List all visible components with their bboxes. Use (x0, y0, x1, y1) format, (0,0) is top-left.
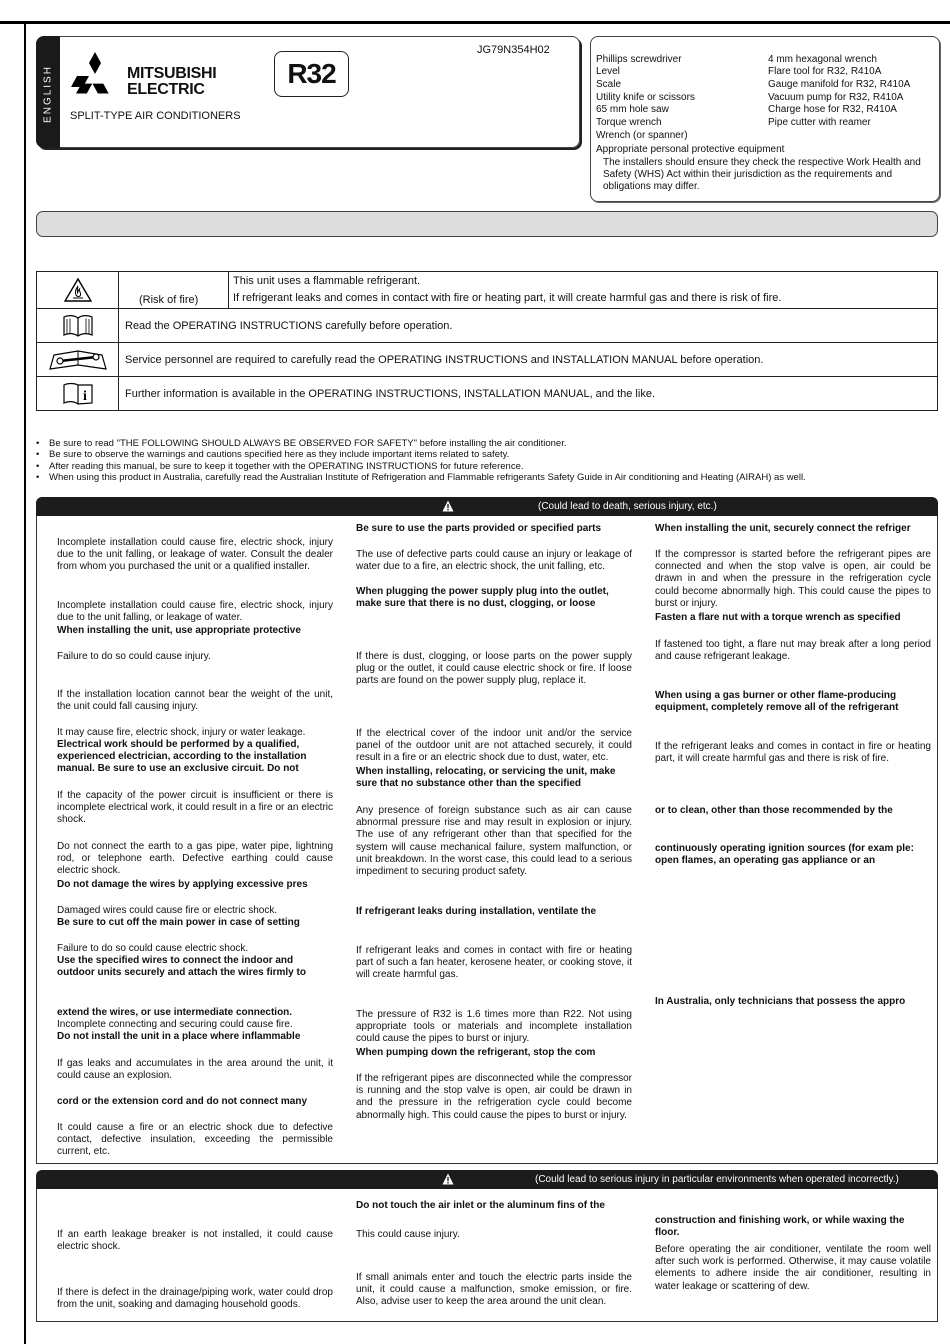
tool-item: Level (596, 66, 620, 77)
whs-note: The installers should ensure they check the respective Work Health and Safety (WHS) Act within their jurisdiction as the requirements and obligations may differ. (603, 157, 921, 192)
list-item: • Be sure to observe the warnings and cautions specified here as they include important items related to safety. (36, 449, 941, 460)
symbol-description: Read the OPERATING INSTRUCTIONS carefully before operation. (119, 309, 938, 343)
warning-text: If fastened too tight, a flare nut may break after a long period and cause refrigerant leakage. (655, 639, 931, 663)
product-subtitle: SPLIT-TYPE AIR CONDITIONERS (70, 110, 241, 122)
tool-item: Scale (596, 79, 622, 90)
warning-text: If gas leaks and accumulates in the area around the unit, it could cause an explosion. (57, 1058, 333, 1082)
three-diamonds-logo-icon (70, 52, 120, 98)
flammable-warning-icon (64, 278, 92, 302)
warning-heading: Be sure to use the parts provided or specified parts (356, 523, 602, 534)
caution-header-bar (36, 1170, 938, 1189)
warning-heading: In Australia, only technicians that possess the appro (655, 996, 906, 1007)
language-tab (36, 36, 60, 148)
warning-text: If the refrigerant pipes are disconnected while the compressor is running and the stop valve is open, air could be drawn in and the pressure in the refrigeration cycle could become abnormally high. This could cause the pipes to burst or injury. (356, 1073, 632, 1121)
caution-caption: (Could lead to serious injury in particular environments when operated incorrectly.) (535, 1174, 899, 1185)
warning-heading: Do not damage the wires by applying excessive pres (57, 879, 308, 890)
warning-heading: Be sure to cut off the main power in case of setting (57, 917, 300, 928)
warning-heading: cord or the extension cord and do not connect many (57, 1096, 308, 1107)
warning-text: If the electrical cover of the indoor unit and/or the service panel of the outdoor unit are not attached securely, it could result in a fire or an electric shock due to dust, water, etc. (356, 728, 632, 764)
caution-heading: construction and finishing work, or while waxing the floor. (655, 1215, 905, 1239)
warning-heading: When using a gas burner or other flame-producing equipment, completely remove all of the refrigerant (655, 690, 899, 714)
symbol-description: Further information is available in the OPERATING INSTRUCTIONS, INSTALLATION MANUAL, and the like. (119, 377, 938, 411)
warning-text: If the capacity of the power circuit is insufficient or there is incomplete electrical work, it could result in a fire or an electric shock. (57, 790, 333, 826)
symbol-row-fire (37, 272, 938, 309)
page-left-rule (24, 21, 26, 1344)
warning-text: Do not connect the earth to a gas pipe, water pipe, lightning rod, or telephone earth. Defective earthing could cause electric shock. (57, 841, 333, 877)
document-number: JG79N354H02 (477, 44, 550, 56)
warning-heading: When plugging the power supply plug into the outlet, make sure that there is no dust, clogging, or loose (356, 586, 609, 610)
warning-text: Incomplete installation could cause fire, electric shock, injury due to the unit falling, or leakage of water. (57, 600, 333, 624)
svg-text:i: i (82, 388, 87, 404)
symbol-row-service (37, 343, 938, 377)
tool-item: Utility knife or scissors (596, 92, 695, 103)
tool-item: 4 mm hexagonal wrench (768, 54, 877, 65)
caution-heading: Do not touch the air inlet or the aluminum fins of the (356, 1200, 605, 1211)
open-book-icon (61, 314, 95, 338)
language-label: ENGLISH (42, 65, 54, 123)
symbol-cell (37, 309, 119, 343)
symbol-cell (37, 272, 119, 309)
caution-triangle-icon (442, 1173, 454, 1185)
caution-text: This could cause injury. (356, 1229, 460, 1240)
caution-text: If small animals enter and touch the electric parts inside the unit, it could cause a malfunction, smoke emission, or fire. Also, advise user to keep the area around the unit clean. (356, 1272, 632, 1308)
warning-text: Incomplete installation could cause fire, electric shock, injury due to the unit falling, or leakage of water. Consult the dealer from whom you purchased the unit or a qualified installer. (57, 537, 333, 573)
warning-text: If refrigerant leaks and comes in contact with fire or heating part of such a fan heater, kerosene heater, or cooking stove, it will create harmful gas. (356, 945, 632, 981)
symbol-row-read (37, 309, 938, 343)
warning-text: It could cause a fire or an electric shock due to defective contact, defective insulation, exceeding the permissible current, etc. (57, 1122, 333, 1158)
page-top-rule (0, 21, 950, 24)
symbols-table (36, 271, 938, 411)
list-item: • Be sure to read "THE FOLLOWING SHOULD ALWAYS BE OBSERVED FOR SAFETY" before installing the air conditioner. (36, 438, 941, 449)
list-item: • After reading this manual, be sure to keep it together with the OPERATING INSTRUCTIONS for future reference. (36, 461, 941, 472)
warning-heading: If refrigerant leaks during installation, ventilate the (356, 906, 597, 917)
warning-heading: When pumping down the refrigerant, stop the com (356, 1047, 596, 1058)
ppe-item: Appropriate personal protective equipment (596, 144, 785, 155)
tool-item: 65 mm hole saw (596, 104, 669, 115)
warning-heading: When installing, relocating, or servicing the unit, make sure that no substance other than the specified (356, 766, 616, 790)
info-book-icon (61, 382, 95, 406)
warning-text: Incomplete connecting and securing could cause fire. (57, 1019, 293, 1030)
warning-heading: When installing the unit, securely connect the refriger (655, 523, 911, 534)
warning-text: If the compressor is started before the refrigerant pipes are connected and when the stop valve is open, air could be drawn in and when the pressure in the refrigeration cycle could become abnormally high. This could cause the pipes to burst or injury. (655, 549, 931, 609)
symbol-description: Service personnel are required to carefully read the OPERATING INSTRUCTIONS and INSTALLATION MANUAL before operation. (119, 343, 938, 377)
refrigerant-badge: R32 (274, 51, 349, 97)
tool-item: Wrench (or spanner) (596, 130, 688, 141)
warning-text: Failure to do so could cause electric shock. (57, 943, 249, 954)
warning-heading: extend the wires, or use intermediate connection. (57, 1007, 293, 1018)
warning-heading: When installing the unit, use appropriate protective (57, 625, 301, 636)
warning-heading: or to clean, other than those recommended by the (655, 805, 893, 816)
tool-item: Gauge manifold for R32, R410A (768, 79, 911, 90)
warning-header-bar (36, 497, 938, 516)
service-manual-wrench-icon (48, 347, 108, 373)
tool-item: Phillips screwdriver (596, 54, 682, 65)
warning-heading: continuously operating ignition sources (for exam ple: open flames, an operating gas appliance or an (655, 843, 914, 867)
symbol-caption: (Risk of fire) (119, 272, 229, 309)
warning-text: If there is dust, clogging, or loose parts on the power supply plug or the outlet, it could cause electric shock or fire. If loose parts are found on the power supply plug, replace it. (356, 651, 632, 687)
symbol-row-info (37, 377, 938, 411)
symbol-cell (37, 377, 119, 411)
warning-heading: Do not install the unit in a place where inflammable (57, 1031, 301, 1042)
warning-heading: Electrical work should be performed by a qualified, experienced electrician, according to the installation manual. Be sure to use an exclusive circuit. Do not (57, 739, 307, 775)
warning-triangle-icon (442, 500, 454, 512)
section-title-banner (36, 211, 938, 237)
tool-item: Pipe cutter with reamer (768, 117, 871, 128)
warning-text: Damaged wires could cause fire or electric shock. (57, 905, 278, 916)
tool-item: Vacuum pump for R32, R410A (768, 92, 904, 103)
intro-bullets (36, 438, 941, 483)
warning-heading: Fasten a flare nut with a torque wrench as specified (655, 612, 901, 623)
warning-text: If the installation location cannot bear the weight of the unit, the unit could fall causing injury. (57, 689, 333, 713)
warning-text: Failure to do so could cause injury. (57, 651, 211, 662)
symbol-description: This unit uses a flammable refrigerant. If refrigerant leaks and comes in contact with fire or heating part, it will create harmful gas and there is risk of fire. (229, 272, 938, 309)
caution-text: If there is defect in the drainage/piping work, water could drop from the unit, soaking and damaging household goods. (57, 1287, 333, 1311)
warning-heading: Use the specified wires to connect the indoor and outdoor units securely and attach the wires firmly to (57, 955, 306, 979)
warning-text: Any presence of foreign substance such as air can cause abnormal pressure rise and may result in explosion or injury. The use of any refrigerant other than that specified for the system will cause mechanical failure, system malfunction, or unit breakdown. In the worst case, this could lead to a serious impediment to securing product safety. (356, 805, 632, 878)
warning-text: If the refrigerant leaks and comes in contact in fire or heating part, it will create harmful gas and there is risk of fire. (655, 741, 931, 765)
tool-item: Torque wrench (596, 117, 662, 128)
symbol-cell (37, 343, 119, 377)
caution-text: Before operating the air conditioner, ventilate the room well after such work is performed. Otherwise, it may cause volatile elements to adhere inside the air conditioner, resulting in water leakage or scattering of dew. (655, 1244, 931, 1292)
caution-text: If an earth leakage breaker is not installed, it could cause electric shock. (57, 1229, 333, 1253)
list-item: • When using this product in Australia, carefully read the Australian Institute of Refrigeration and Flammable refrigerants Safety Guide in Air conditioning and Heating (AIRAH) as well. (36, 472, 941, 483)
warning-caption: (Could lead to death, serious injury, etc.) (538, 501, 717, 512)
brand-name: MITSUBISHI ELECTRIC (127, 65, 217, 98)
warning-text: The use of defective parts could cause an injury or leakage of water due to a fire, an electric shock, the unit falling, etc. (356, 549, 632, 573)
tool-item: Flare tool for R32, R410A (768, 66, 882, 77)
tool-item: Charge hose for R32, R410A (768, 104, 897, 115)
warning-text: It may cause fire, electric shock, injury or water leakage. (57, 727, 306, 738)
warning-text: The pressure of R32 is 1.6 times more than R22. Not using appropriate tools or materials and incomplete installation could cause the pipes to burst or injury. (356, 1009, 632, 1045)
